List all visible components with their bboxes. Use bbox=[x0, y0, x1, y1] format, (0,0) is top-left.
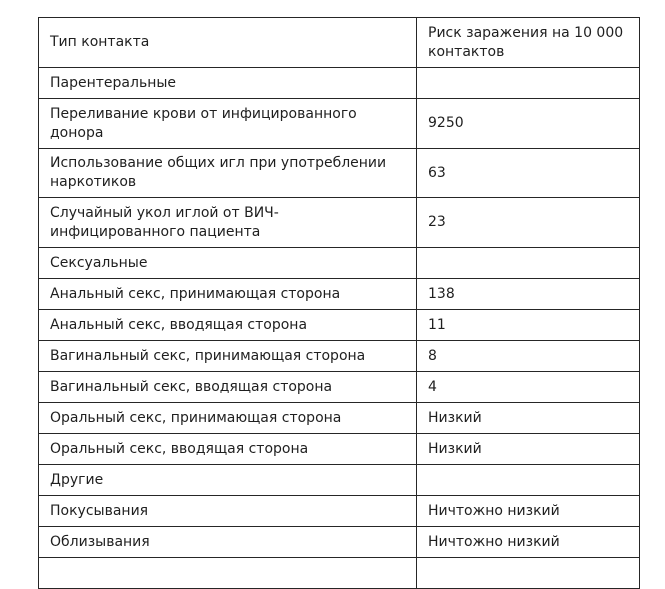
table-row bbox=[39, 527, 640, 558]
contact-type-cell: Переливание крови от инфицированного донора bbox=[39, 99, 417, 149]
header-infection-risk: Риск заражения на 10 000 контактов bbox=[417, 18, 640, 68]
table-row bbox=[39, 465, 640, 496]
risk-cell: 23 bbox=[417, 198, 640, 248]
contact-type-cell: Парентеральные bbox=[39, 68, 417, 99]
table-row bbox=[39, 68, 640, 99]
risk-cell: 138 bbox=[417, 279, 640, 310]
table-row bbox=[39, 434, 640, 465]
contact-type-cell: Использование общих игл при употреблении наркотиков bbox=[39, 149, 417, 198]
table-row bbox=[39, 198, 640, 248]
contact-type-cell: Анальный секс, принимающая сторона bbox=[39, 279, 417, 310]
contact-type-cell: Покусывания bbox=[39, 496, 417, 527]
table-row bbox=[39, 372, 640, 403]
contact-type-cell: Вагинальный секс, принимающая сторона bbox=[39, 341, 417, 372]
table-row bbox=[39, 403, 640, 434]
risk-cell: Низкий bbox=[417, 403, 640, 434]
contact-type-cell: Сексуальные bbox=[39, 248, 417, 279]
contact-type-cell: Другие bbox=[39, 465, 417, 496]
contact-type-cell: Анальный секс, вводящая сторона bbox=[39, 310, 417, 341]
table-header-row bbox=[39, 18, 640, 68]
header-contact-type: Тип контакта bbox=[39, 18, 417, 68]
table-row bbox=[39, 99, 640, 149]
table-row bbox=[39, 496, 640, 527]
risk-cell bbox=[417, 68, 640, 99]
risk-cell: 9250 bbox=[417, 99, 640, 149]
risk-cell bbox=[417, 558, 640, 589]
contact-type-cell bbox=[39, 558, 417, 589]
risk-cell bbox=[417, 465, 640, 496]
table-row bbox=[39, 248, 640, 279]
contact-type-cell: Оральный секс, принимающая сторона bbox=[39, 403, 417, 434]
risk-cell: Низкий bbox=[417, 434, 640, 465]
table-row bbox=[39, 558, 640, 589]
risk-cell bbox=[417, 248, 640, 279]
risk-cell: Ничтожно низкий bbox=[417, 527, 640, 558]
risk-cell: 11 bbox=[417, 310, 640, 341]
table-row bbox=[39, 341, 640, 372]
risk-cell: Ничтожно низкий bbox=[417, 496, 640, 527]
table-row bbox=[39, 149, 640, 198]
risk-cell: 4 bbox=[417, 372, 640, 403]
contact-type-cell: Вагинальный секс, вводящая сторона bbox=[39, 372, 417, 403]
risk-cell: 63 bbox=[417, 149, 640, 198]
contact-type-cell: Облизывания bbox=[39, 527, 417, 558]
risk-cell: 8 bbox=[417, 341, 640, 372]
table-row bbox=[39, 310, 640, 341]
table-row bbox=[39, 279, 640, 310]
contact-type-cell: Оральный секс, вводящая сторона bbox=[39, 434, 417, 465]
risk-table bbox=[38, 17, 640, 589]
contact-type-cell: Случайный укол иглой от ВИЧ-инфицированного пациента bbox=[39, 198, 417, 248]
